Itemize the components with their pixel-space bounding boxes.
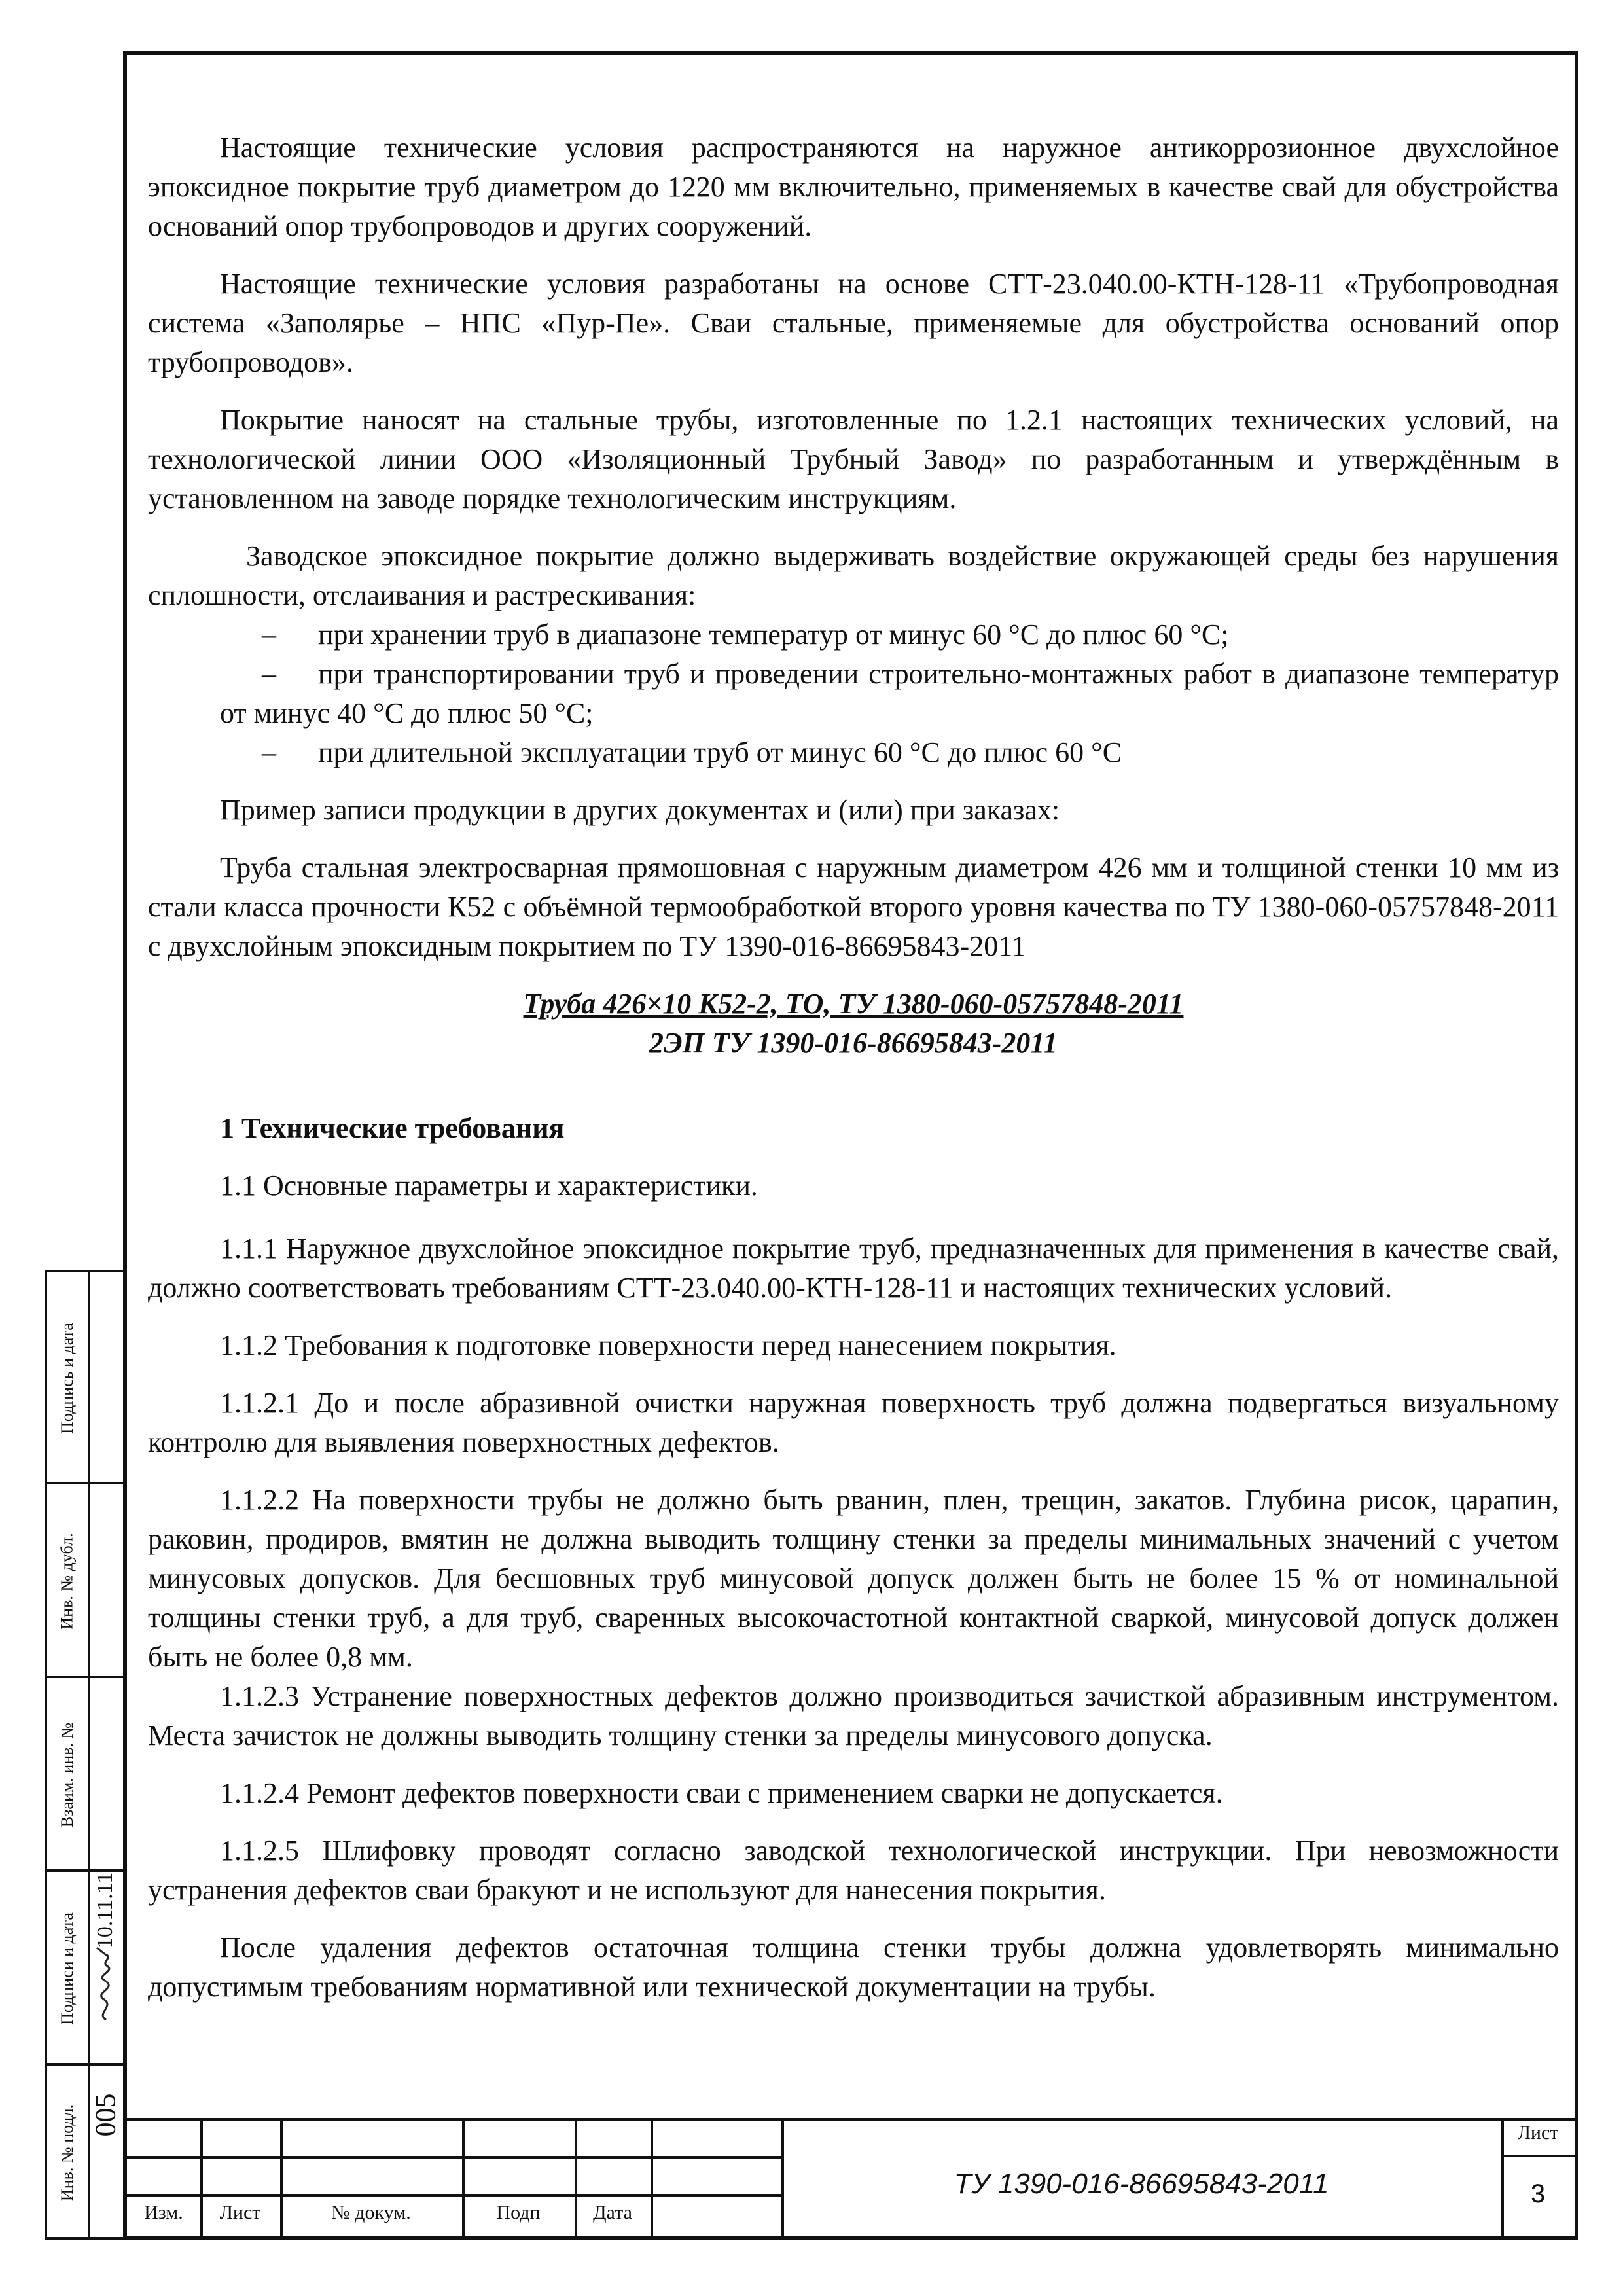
condition-item: – при длительной эксплуатации труб от минус 60 °С до плюс 60 °С (262, 736, 1122, 768)
col-dokum: № докум. (331, 2202, 411, 2223)
paragraph-basis: Настоящие технические условия разработаны на основе СТТ-23.040.00-КТН-128-11 «Трубопроводная система «Заполярье – НПС «Пур-Пе». Сваи стальные, применяемые для обустройства оснований опор трубопроводов». (148, 268, 1559, 378)
item-1-1-2-2: 1.1.2.2 На поверхности трубы не должно быть рванин, плен, трещин, закатов. Глубина рисок, царапин, раковин, продиров, вмятин не должна выводить толщину стенки за пределы минимальных значений с учетом минусовых допусков. Для бесшовных труб минусовой допуск должен быть не более 15 % от номинальной толщины стенки труб, а для труб, сваренных высокочастотной контактной сваркой, минусовой допуск должен быть не более 0,8 мм. (148, 1484, 1559, 1673)
example-designation (148, 984, 1559, 1063)
example-designation-line-1: Труба 426×10 К52-2, ТО, ТУ 1380-060-05757848-2011 (523, 988, 1184, 1020)
example-text: Труба стальная электросварная прямошовная с наружным диаметром 426 мм и толщиной стенки 10 мм из стали класса прочности К52 с объёмной термообработкой второго уровня качества по ТУ 1380-060-05757848-2011 с двухслойным эпоксидным покрытием по ТУ 1390-016-86695843-2011 (148, 852, 1559, 962)
side-stamp (45, 1270, 123, 2240)
example-intro: Пример записи продукции в других документах и (или) при заказах: (220, 794, 1060, 826)
paragraph-scope: Настоящие технические условия распространяются на наружное антикоррозионное двухслойное эпоксидное покрытие труб диаметром до 1220 мм включительно, применяемых в качестве свай для обустройства оснований опор трубопроводов и других сооружений. (148, 132, 1559, 242)
document-code: ТУ 1390-016-86695843-2011 (954, 2168, 1329, 2200)
item-1-1: 1.1 Основные параметры и характеристики. (220, 1170, 758, 1202)
side-label-vzam-inv: Взаим. инв. № (58, 1722, 77, 1828)
col-podp: Подп (496, 2202, 541, 2223)
side-label-podp-data-1: Подпись и дата (58, 1323, 77, 1434)
sheet-number: 3 (1530, 2179, 1546, 2208)
col-data: Дата (593, 2202, 632, 2223)
document-body (148, 128, 1559, 2025)
side-value-podp-date: 10.11.11 (93, 1872, 118, 1949)
side-value-inv-podl: 005 (89, 2093, 122, 2137)
item-after-removal: После удаления дефектов остаточная толщина стенки трубы должна удовлетворять минимально допустимым требованиям нормативной или технической документации на трубы. (148, 1931, 1559, 2003)
paragraph-conditions-intro: Заводское эпоксидное покрытие должно выдерживать воздействие окружающей среды без нарушения сплошности, отслаивания и растрескивания: (148, 540, 1559, 611)
condition-item: – при транспортировании труб и проведении строительно-монтажных работ в диапазоне температур от минус 40 °С до плюс 50 °С; (220, 658, 1559, 729)
item-1-1-2-1: 1.1.2.1 До и после абразивной очистки наружная поверхность труб должна подвергаться визуальному контролю для выявления поверхностных дефектов. (148, 1387, 1559, 1458)
example-designation-line-2: 2ЭП ТУ 1390-016-86695843-2011 (649, 1027, 1058, 1059)
condition-item: – при хранении труб в диапазоне температур от минус 60 °С до плюс 60 °С; (262, 619, 1229, 651)
side-label-podp-data-2: Подписи и дата (58, 1912, 77, 2025)
item-1-1-2-5: 1.1.2.5 Шлифовку проводят согласно заводской технологической инструкции. При невозможности устранения дефектов сваи бракуют и не используют для нанесения покрытия. (148, 1835, 1559, 1906)
side-label-inv-podl: Инв. № подл. (58, 2104, 77, 2202)
section-title: 1 Технические требования (220, 1112, 565, 1144)
col-izm: Изм. (144, 2202, 183, 2223)
item-1-1-2: 1.1.2 Требования к подготовке поверхности перед нанесением покрытия. (220, 1329, 1116, 1361)
title-block (127, 2118, 1575, 2236)
conditions-list (148, 615, 1559, 772)
paragraph-application: Покрытие наносят на стальные трубы, изготовленные по 1.2.1 настоящих технических условий, на технологической линии ООО «Изоляционный Трубный Завод» по разработанным и утверждённым в установленном на заводе порядке технологическим инструкциям. (148, 404, 1559, 514)
item-1-1-1: 1.1.1 Наружное двухслойное эпоксидное покрытие труб, предназначенных для применения в качестве свай, должно соответствовать требованиям СТТ-23.040.00-КТН-128-11 и настоящих технических условий. (148, 1232, 1559, 1304)
side-label-inv-dubl: Инв. № дубл. (58, 1533, 77, 1630)
item-1-1-2-4: 1.1.2.4 Ремонт дефектов поверхности сваи с применением сварки не допускается. (220, 1777, 1223, 1809)
col-list: Лист (219, 2202, 261, 2223)
sheet-label: Лист (1517, 2122, 1559, 2144)
item-1-1-2-3: 1.1.2.3 Устранение поверхностных дефектов должно производиться зачисткой абразивным инструментом. Места зачисток не должны выводить толщину стенки за пределы минусового допуска. (148, 1680, 1559, 1751)
